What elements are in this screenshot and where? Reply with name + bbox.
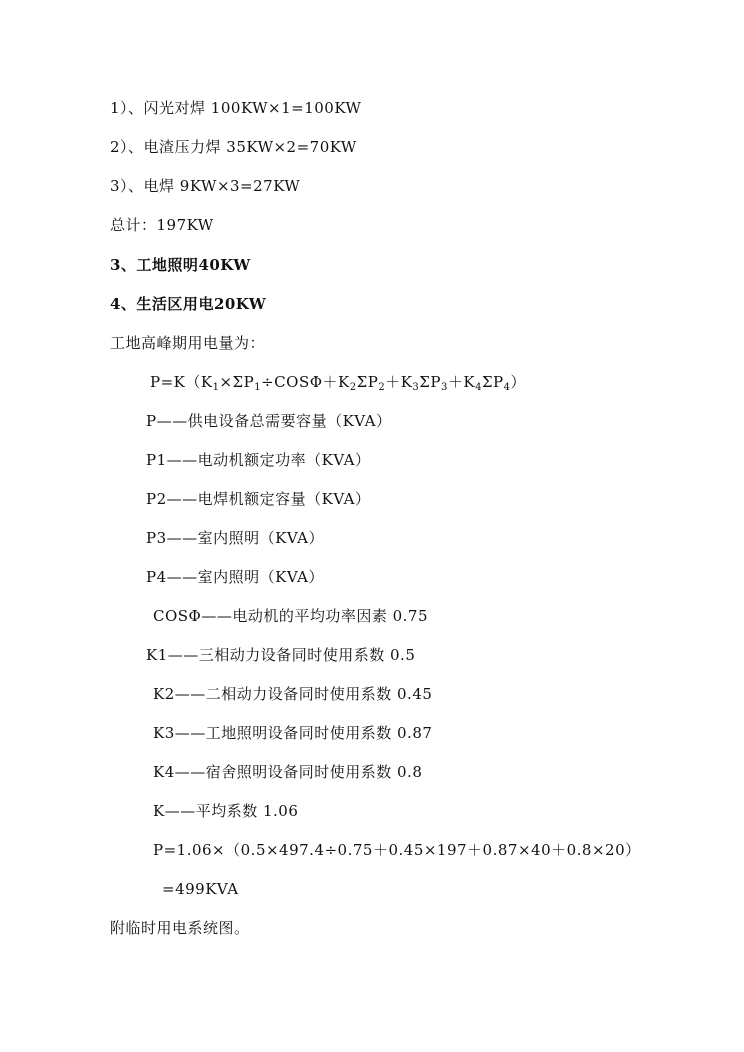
formula-part: ＋K [385,373,413,391]
formula-subscript: 4 [475,382,482,393]
section-site-lighting: 3、工地照明40KW [110,256,251,274]
definition-k: K——平均系数 1.06 [153,802,299,820]
definition-p2: P2——电焊机额定容量（KVA） [146,490,371,508]
formula-subscript: 1 [254,382,262,393]
formula-part: ＋K [447,373,476,391]
definition-k2: K2——二相动力设备同时使用系数 0.45 [153,685,433,703]
formula-part: P=K（K [150,373,213,391]
formula-subscript: 3 [440,382,448,393]
formula-part: ×ΣP [219,373,255,391]
definition-cos-phi: COSΦ——电动机的平均功率因素 0.75 [153,607,429,625]
section-living-area-power: 4、生活区用电20KW [110,295,267,313]
demand-formula [150,372,526,398]
formula-part: ΣP [419,373,441,391]
formula-subscript: 2 [378,382,386,393]
load-item-flash-welding: 1）、闪光对焊 100KW×1=100KW [110,99,362,117]
formula-subscript: 2 [349,382,357,393]
formula-subscript: 3 [412,382,420,393]
peak-demand-heading: 工地高峰期用电量为： [110,334,266,352]
formula-subscript: 4 [503,382,511,393]
calculation-line: P=1.06×（0.5×497.4÷0.75＋0.45×197＋0.87×40＋0.8×20） [153,841,641,859]
definition-p3: P3——室内照明（KVA） [146,529,324,547]
formula-subscript: 1 [212,382,220,393]
definition-k4: K4——宿舍照明设备同时使用系数 0.8 [153,763,423,781]
calculation-result: =499KVA [162,880,239,898]
formula-part: ΣP [481,373,504,391]
definition-k1: K1——三相动力设备同时使用系数 0.5 [146,646,416,664]
formula-part: ΣP [356,373,379,391]
load-item-electroslag-welding: 2）、电渣压力焊 35KW×2=70KW [110,138,357,156]
definition-k3: K3——工地照明设备同时使用系数 0.87 [153,724,433,742]
definition-p4: P4——室内照明（KVA） [146,568,324,586]
load-total: 总计：197KW [110,216,214,234]
definition-p1: P1——电动机额定功率（KVA） [146,451,371,469]
definition-p: P——供电设备总需要容量（KVA） [146,412,392,430]
attachment-note: 附临时用电系统图。 [110,919,250,937]
formula-part: ÷COSΦ＋K [261,373,350,391]
load-item-electric-welding: 3）、电焊 9KW×3=27KW [110,177,301,195]
formula-part: ） [510,373,527,391]
